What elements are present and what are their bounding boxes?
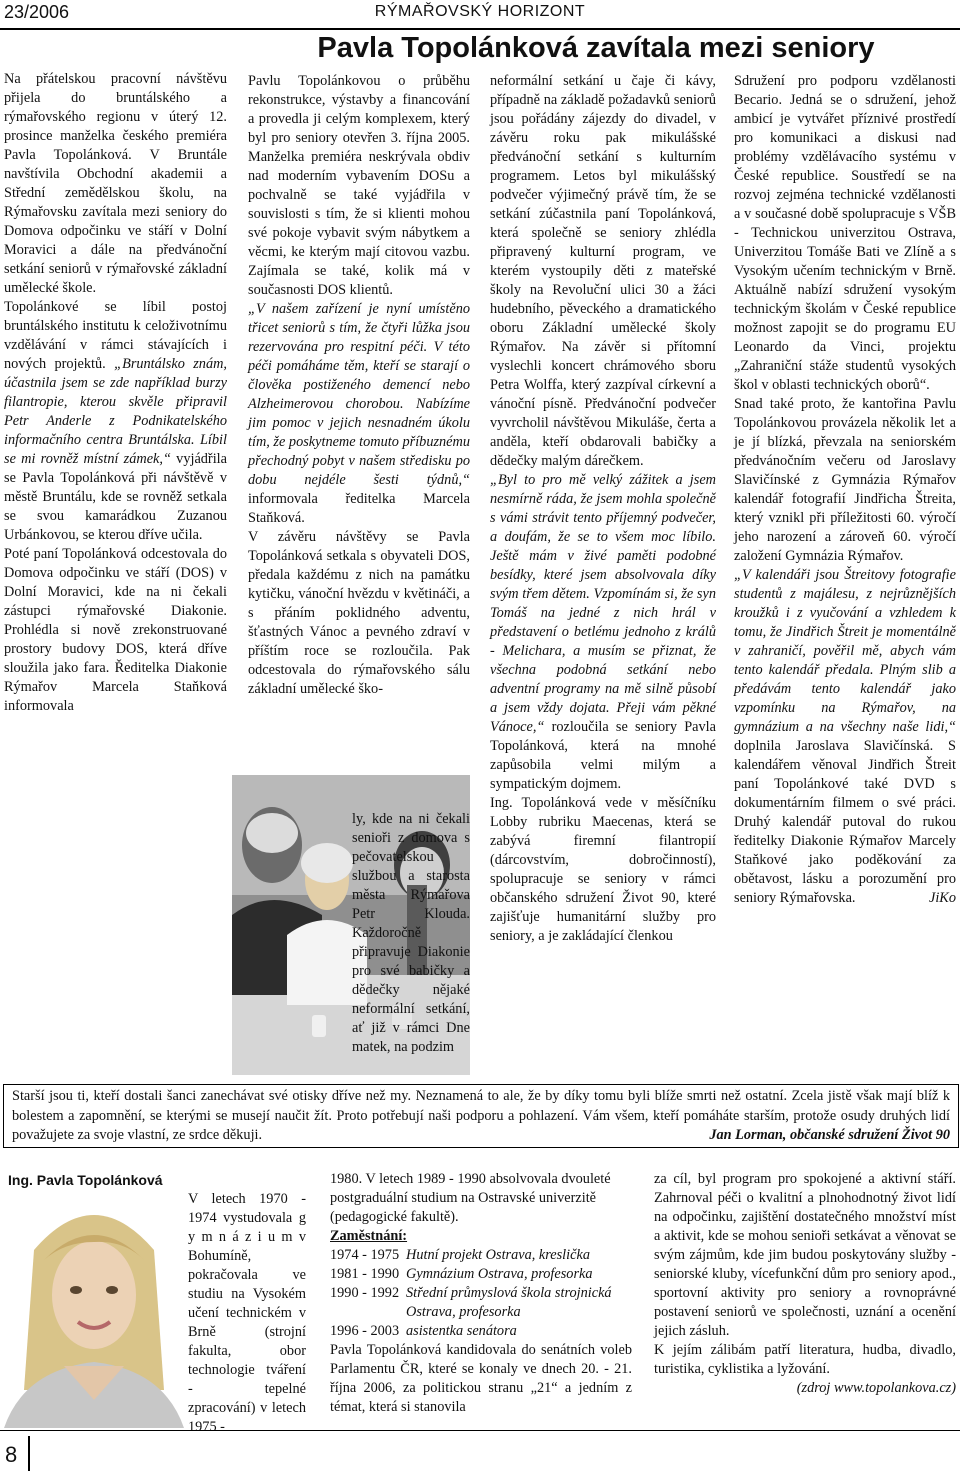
employment-row: 1996 - 2003 asistentka senátora — [330, 1323, 517, 1339]
paragraph: „Byl to pro mě velký zážitek a jsem nesmírně ráda, že jsem mohla společně s vámi strávit tento příjemný podvečer, a doufám, že se to všem moc líbilo. Ještě mám v živé paměti podobné besídky, které jsem absolvovala díky svým třem dětem. Vzpomínám si, že syn Tomáš na jedné z nich hrál v představení o betlému jednoho z králů - Melichara, a musím se přiznat, že všechna podobná setkání nebo adventní programy na mě silně působí a jsem vždy dojata. Přeji vám pěkné Vánoce,“ rozloučila se seniory Pavla Topolánková, která na mnohé zapůsobila velmi milým a sympatickým dojmem. — [490, 472, 716, 792]
article-column-3 — [490, 72, 716, 946]
paragraph: Topolánkové se líbil postoj bruntálského institutu k celoživotnímu vzdělávání v rámci stávajících i nových projektů. „Bruntálsko znám, účastnila jsem se zde například burzy filantropie, kterou skvěle připravil Petr Anderle z Podnikatelského informačního centra Bruntálska. Líbil se mi rovněž místní zámek,“ vyjádřila se Pavla Topolánková při návštěvě v městě Bruntálu, kde se rovněž setkala se svou kamarádkou Zuzanou Urbánkovou, se kterou dříve učila. — [4, 299, 228, 543]
article-column-2-wrap: ly, kde na ni čekali senioři z domova s pečovatelskou službou a starosta města Rýmařova Petr Klouda. Každoročně připravuje Diakonie pro své babičky a dědečky nějaké neformální setkání, ať již v rámci Dne matek, na podzim — [352, 811, 470, 1055]
footer-rule — [0, 1430, 960, 1431]
page-header — [0, 0, 960, 30]
bio-name: Ing. Pavla Topolánková — [8, 1172, 163, 1188]
employment-heading: Zaměstnání: — [330, 1228, 408, 1244]
bio-senate: Pavla Topolánková kandidovala do senátních voleb Parlamentu ČR, které se konaly ve dnech 20. - 21. října 2006, za politickou stranu „21“ a jedním z témat, která si stanovila — [330, 1342, 632, 1415]
article-column-1 — [4, 70, 227, 716]
paragraph: Na přátelskou pracovní návštěvu přijela do bruntálského a rýmařovského regionu v úterý 12. prosince manželka českého premiéra Pavla Topolánková. V Bruntále navštívila Obchodní akademii a Střední zemědělskou školu, na Rýmařovsku zavítala mezi seniory do Domova odpočinku ve stáří v Dolní Moravici a dále na předvánoční setkání seniorů v rýmařovské základní umělecké škole. — [4, 71, 227, 296]
bio-column-3 — [654, 1170, 956, 1398]
source-note: (zdroj www.topolankova.cz) — [796, 1380, 956, 1396]
article-headline: Pavla Topolánková zavítala mezi seniory — [317, 32, 875, 64]
paragraph: „V našem zařízení je nyní umístěno třicet seniorů s tím, že čtyři lůžka jsou rezervována pro respitní péči. V této péči pomáháme těm, kteří se starají o člověka postiženého demencí nebo Alzheimerovou chorobou. Nabízíme jim pomoc v jejich nesnadném úkolu tím, že poskytneme tomuto příbuznému přechodný pobyt v našem středisku po dobu nejdéle šesti týdnů,“ informovala ředitelka Marcela Staňková. — [248, 301, 470, 526]
newspaper-title: RÝMAŘOVSKÝ HORIZONT — [374, 3, 586, 20]
author-signature: JiKo — [928, 890, 956, 906]
paragraph: Pavlu Topolánkovou o průběhu rekonstrukce, výstavby a financování a provedla ji celým komplexem, který byl pro seniory otevřen 3. října 2005. Manželka premiéra neskrývala obdiv nad moderním vybavením DOSu a pochvalně se také vyjádřila v souvislosti s tím, že si klienti mohou své pokoje vybavit svým nábytkem a věcmi, ke kterým mají citovou vazbu. Zajímala se také, kolik má v současnosti DOS klientů. — [248, 73, 470, 298]
quote-signature: Jan Lorman, občanské sdružení Život 90 — [709, 1127, 950, 1143]
paragraph: Sdružení pro podporu vzdělanosti Becario. Jedná se o sdružení, jehož ambicí je vytvářet příznivé prostředí pro komunikaci a diskusi nad problémy vzdělávacího systému v České republice. Soustředí se na rozvoj zejména technické vzdělanosti a v současné době spolupracuje s VŠB - Technickou univerzitou Ostrava, Univerzitou Tomáše Bati ve Zlíně a s Vysokým učením technickým v Brně. Aktuálně nabízí sdružení vysokým technickým školám v České republice možnost zapojit se do programu EU Leonardo da Vinci, projektu „Zahraniční stáže studentů vysokých škol v oblasti technických oborů“. — [734, 73, 956, 393]
employment-row: 1990 - 1992 Střední průmyslová škola strojnická Ostrava, profesorka — [330, 1285, 612, 1320]
issue-number: 23/2006 — [4, 2, 70, 22]
bio-intro: V letech 1970 - 1974 vystudovala g y m n á z i u m v Bohumíně, pokračovala ve studiu na Vysokém učení technickém v Brně (strojní fakulta, obor technologie tváření - tepelné zpracování) v letech 1975 - — [188, 1191, 306, 1435]
article-column-2 — [248, 72, 470, 699]
bio-column-2 — [330, 1170, 632, 1417]
employment-row: 1974 - 1975 Hutní projekt Ostrava, kreslička — [330, 1247, 590, 1263]
paragraph: Ing. Topolánková vede v měsíčníku Lobby rubriku Maecenas, která se zabývá firemní filantropií (dárcovstvím, dobročinností), spolupracuje se seniory v rámci občanského sdružení Život 90, které zajišťuje humanitární služby pro seniory, a je zakládající členkou — [490, 795, 716, 944]
paragraph: K jejím zálibám patří literatura, hudba, divadlo, turistika, cyklistika a lyžování. — [654, 1342, 956, 1377]
paragraph: V závěru návštěvy se Pavla Topolánková setkala s obyvateli DOS, předala každému z nich na památku kytičku, vánoční hvězdu v květináči, a s přáním poklidného adventu, šťastných Vánoc a pevného zdraví v příštím roce se rozloučila. Pak odcestovala do rýmařovského sálu základní umělecké ško- — [248, 529, 470, 697]
paragraph: neformální setkání u čaje či kávy, případně na základě požadavků seniorů jsou pořádány zájezdy do divadel, v závěru roku pak mikulášské předvánoční setkání s kulturním programem. Letos byl mikulášský podvečer výjimečný právě tím, že se setkání zúčastnila paní Topolánková, která společně se seniory zhlédla připravený kulturní program, ve kterém vystoupily děti z mateřské školy na Revoluční ulici 30 a žáci hudebního, pěveckého a dramatického oboru Základní umělecké školy Rýmařov. Na závěr si přítomní vyslechli koncert chrámového sboru Petra Wolffa, který zazpíval církevní a vánoční písně. Předvánoční podvečer vyvrcholil návštěvou Mikuláše, čerta a anděla, kteří obdarovali babičky a dědečky malým dárečkem. — [490, 73, 716, 469]
employment-row: 1981 - 1990 Gymnázium Ostrava, profesorka — [330, 1266, 593, 1282]
portrait-photo — [4, 1190, 184, 1428]
quote-box — [3, 1084, 959, 1148]
quote-text: Starší jsou ti, kteří dostali šanci zanechávat své otisky dříve než my. Neznamená to ale, že by díky tomu byli blíže smrti než ostatní. Zcela jistě však mají blíž k bolestem a zapomnění, se kterými se musejí naučit žít. Proto potřebují naši podporu a pohlazení. Vám všem, kteří pomáháte starším, protože osudy druhých lidí považujete za svoje vlastní, ze srdce děkuji. — [12, 1088, 950, 1143]
paragraph: za cíl, byl program pro spokojené a aktivní stáří. Zahrnoval péči o kvalitní a plnohodnotný život lidí na odpočinku, zajištění dostatečného množství míst a aktivit, kde se mohou senioři setkávat a věnovat se svým zájmům, kde jim budou poskytovány služby - seniorské kluby, vícefunkční dům pro seniory apod., sportovní aktivity pro seniory a rovnoprávné postavení seniorů ve společnosti, uznání a ocenění jejich zásluh. — [654, 1171, 956, 1339]
paragraph: „V kalendáři jsou Štreitovy fotografie studentů z majálesu, z nejrůznějších kroužků i z vyučování a vzhledem k tomu, že Jindřich Štreit je momentálně v zahraničí, pověřil mě, abych vám tento kalendář předala. Plným slib a předávám tento kalendář jako vzpomínku na Rýmařov, na gymnázium a na všechny naše lidi,“ doplnila Jaroslava Slavičínská. S kalendářem věnoval Jindřich Štreit paní Topolánkové také DVD s dokumentárním filmem o své práci. Druhý kalendář putoval do rukou ředitelky Diakonie Rýmařov Marcely Staňkové jako poděkování za obětavost, lásku a porozumění pro seniory Rýmařovska. JiKo — [734, 567, 956, 906]
article-column-4 — [734, 72, 956, 908]
page-number: 8 — [5, 1442, 18, 1467]
paragraph: Snad také proto, že kantořina Pavlu Topolánkovou provázela několik let a je jí blízká, převzala na seniorském předvánočním večeru od Jaroslavy Slavičínské z Gymnázia Rýmařov kalendář fotografií Jindřicha Štreita, který vznikl při příležitosti 60. výročí jeho narození a zároveň 60. výročí založení Gymnázia Rýmařov. — [734, 396, 956, 564]
bio-education: 1980. V letech 1989 - 1990 absolvovala dvouleté postgraduální studium na Ostravské univerzitě (pedagogické fakultě). — [330, 1171, 611, 1225]
paragraph: Poté paní Topolánková odcestovala do Domova odpočinku ve stáří (DOS) v Dolní Moravici, kde na ni čekali zástupci rýmařovské Diakonie. Prohlédla si nově zrekonstruované prostory budovy DOS, která dříve sloužila jako fara. Ředitelka Diakonie Rýmařov Marcela Staňková informovala — [4, 546, 227, 714]
page-number-box — [0, 1436, 30, 1471]
